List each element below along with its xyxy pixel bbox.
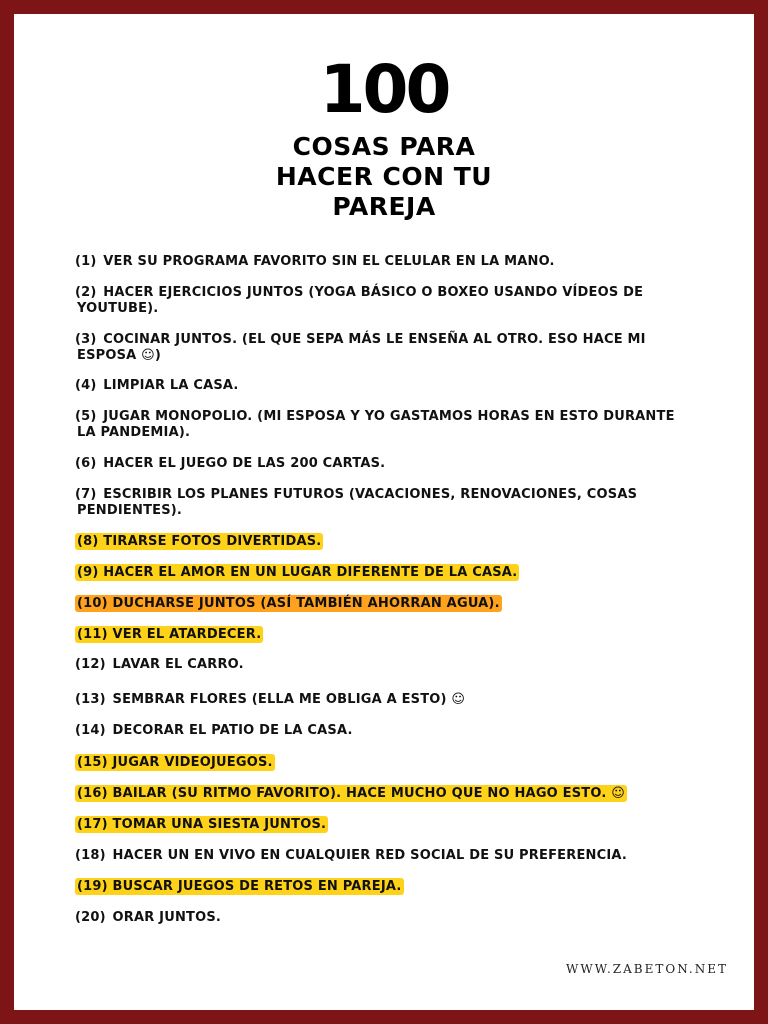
list-item <box>75 723 675 739</box>
item-number: (7) <box>75 487 102 502</box>
item-text: ORAR JUNTOS. <box>112 910 222 925</box>
item-text: (15) JUGAR VIDEOJUEGOS. <box>77 755 273 770</box>
item-text: DECORAR EL PATIO DE LA CASA. <box>112 723 353 738</box>
item-text: (16) BAILAR (SU RITMO FAVORITO). HACE MUCHO QUE NO HAGO ESTO. ☺ <box>77 786 625 801</box>
list-item <box>75 285 675 317</box>
list-item <box>75 817 675 833</box>
title-number: 100 <box>319 51 449 128</box>
list-item <box>75 657 675 673</box>
item-number: (3) <box>75 332 102 347</box>
item-number: (20) <box>75 910 111 925</box>
item-text: (8) TIRARSE FOTOS DIVERTIDAS. <box>77 534 322 549</box>
item-text: HACER UN EN VIVO EN CUALQUIER RED SOCIAL DE SU PREFERENCIA. <box>112 848 628 863</box>
item-number: (12) <box>75 657 111 672</box>
item-number: (1) <box>75 254 102 269</box>
item-text: ESCRIBIR LOS PLANES FUTUROS (VACACIONES, RENOVACIONES, COSAS PENDIENTES). <box>77 487 638 518</box>
list-item <box>75 596 675 612</box>
item-text: HACER EL JUEGO DE LAS 200 CARTAS. <box>103 456 386 471</box>
page <box>14 14 754 1010</box>
item-text: (19) BUSCAR JUEGOS DE RETOS EN PAREJA. <box>77 879 402 894</box>
item-number: (4) <box>75 378 102 393</box>
list-item <box>75 332 675 364</box>
item-text: HACER EJERCICIOS JUNTOS (YOGA BÁSICO O BOXEO USANDO VÍDEOS DE YOUTUBE). <box>77 285 644 316</box>
item-text: (17) TOMAR UNA SIESTA JUNTOS. <box>77 817 327 832</box>
list-item <box>75 848 675 864</box>
website-url[interactable]: WWW.ZABETON.NET <box>566 962 728 976</box>
item-number: (13) <box>75 692 111 707</box>
title <box>14 132 754 222</box>
item-text: LIMPIAR LA CASA. <box>103 378 239 393</box>
item-text: VER SU PROGRAMA FAVORITO SIN EL CELULAR EN LA MANO. <box>103 254 555 269</box>
item-text: LAVAR EL CARRO. <box>112 657 244 672</box>
list-item <box>75 378 675 394</box>
item-text: JUGAR MONOPOLIO. (MI ESPOSA Y YO GASTAMOS HORAS EN ESTO DURANTE LA PANDEMIA). <box>77 409 675 440</box>
item-text: (10) DUCHARSE JUNTOS (ASÍ TAMBIÉN AHORRAN AGUA). <box>77 596 500 611</box>
title-line: PAREJA <box>332 192 436 221</box>
list-item <box>75 786 675 802</box>
list-item <box>75 534 675 550</box>
item-text: SEMBRAR FLORES (ELLA ME OBLIGA A ESTO) ☺ <box>112 692 466 707</box>
item-number: (18) <box>75 848 111 863</box>
item-text: COCINAR JUNTOS. (EL QUE SEPA MÁS LE ENSEÑA AL OTRO. ESO HACE MI ESPOSA ☺) <box>77 332 646 363</box>
list-item <box>75 910 675 926</box>
list-item <box>75 254 675 270</box>
list-item <box>75 755 675 771</box>
list-item <box>75 692 675 708</box>
item-number: (14) <box>75 723 111 738</box>
list-item <box>75 627 675 643</box>
item-number: (2) <box>75 285 102 300</box>
title-line: COSAS PARA <box>292 132 476 161</box>
list-item <box>75 879 675 895</box>
item-number: (5) <box>75 409 102 424</box>
list-item <box>75 456 675 472</box>
title-line: HACER CON TU <box>275 162 493 191</box>
item-text: (11) VER EL ATARDECER. <box>77 627 262 642</box>
list-item <box>75 487 675 519</box>
list-item <box>75 409 675 441</box>
item-number: (6) <box>75 456 102 471</box>
item-text: (9) HACER EL AMOR EN UN LUGAR DIFERENTE DE LA CASA. <box>77 565 518 580</box>
list-item <box>75 565 675 581</box>
